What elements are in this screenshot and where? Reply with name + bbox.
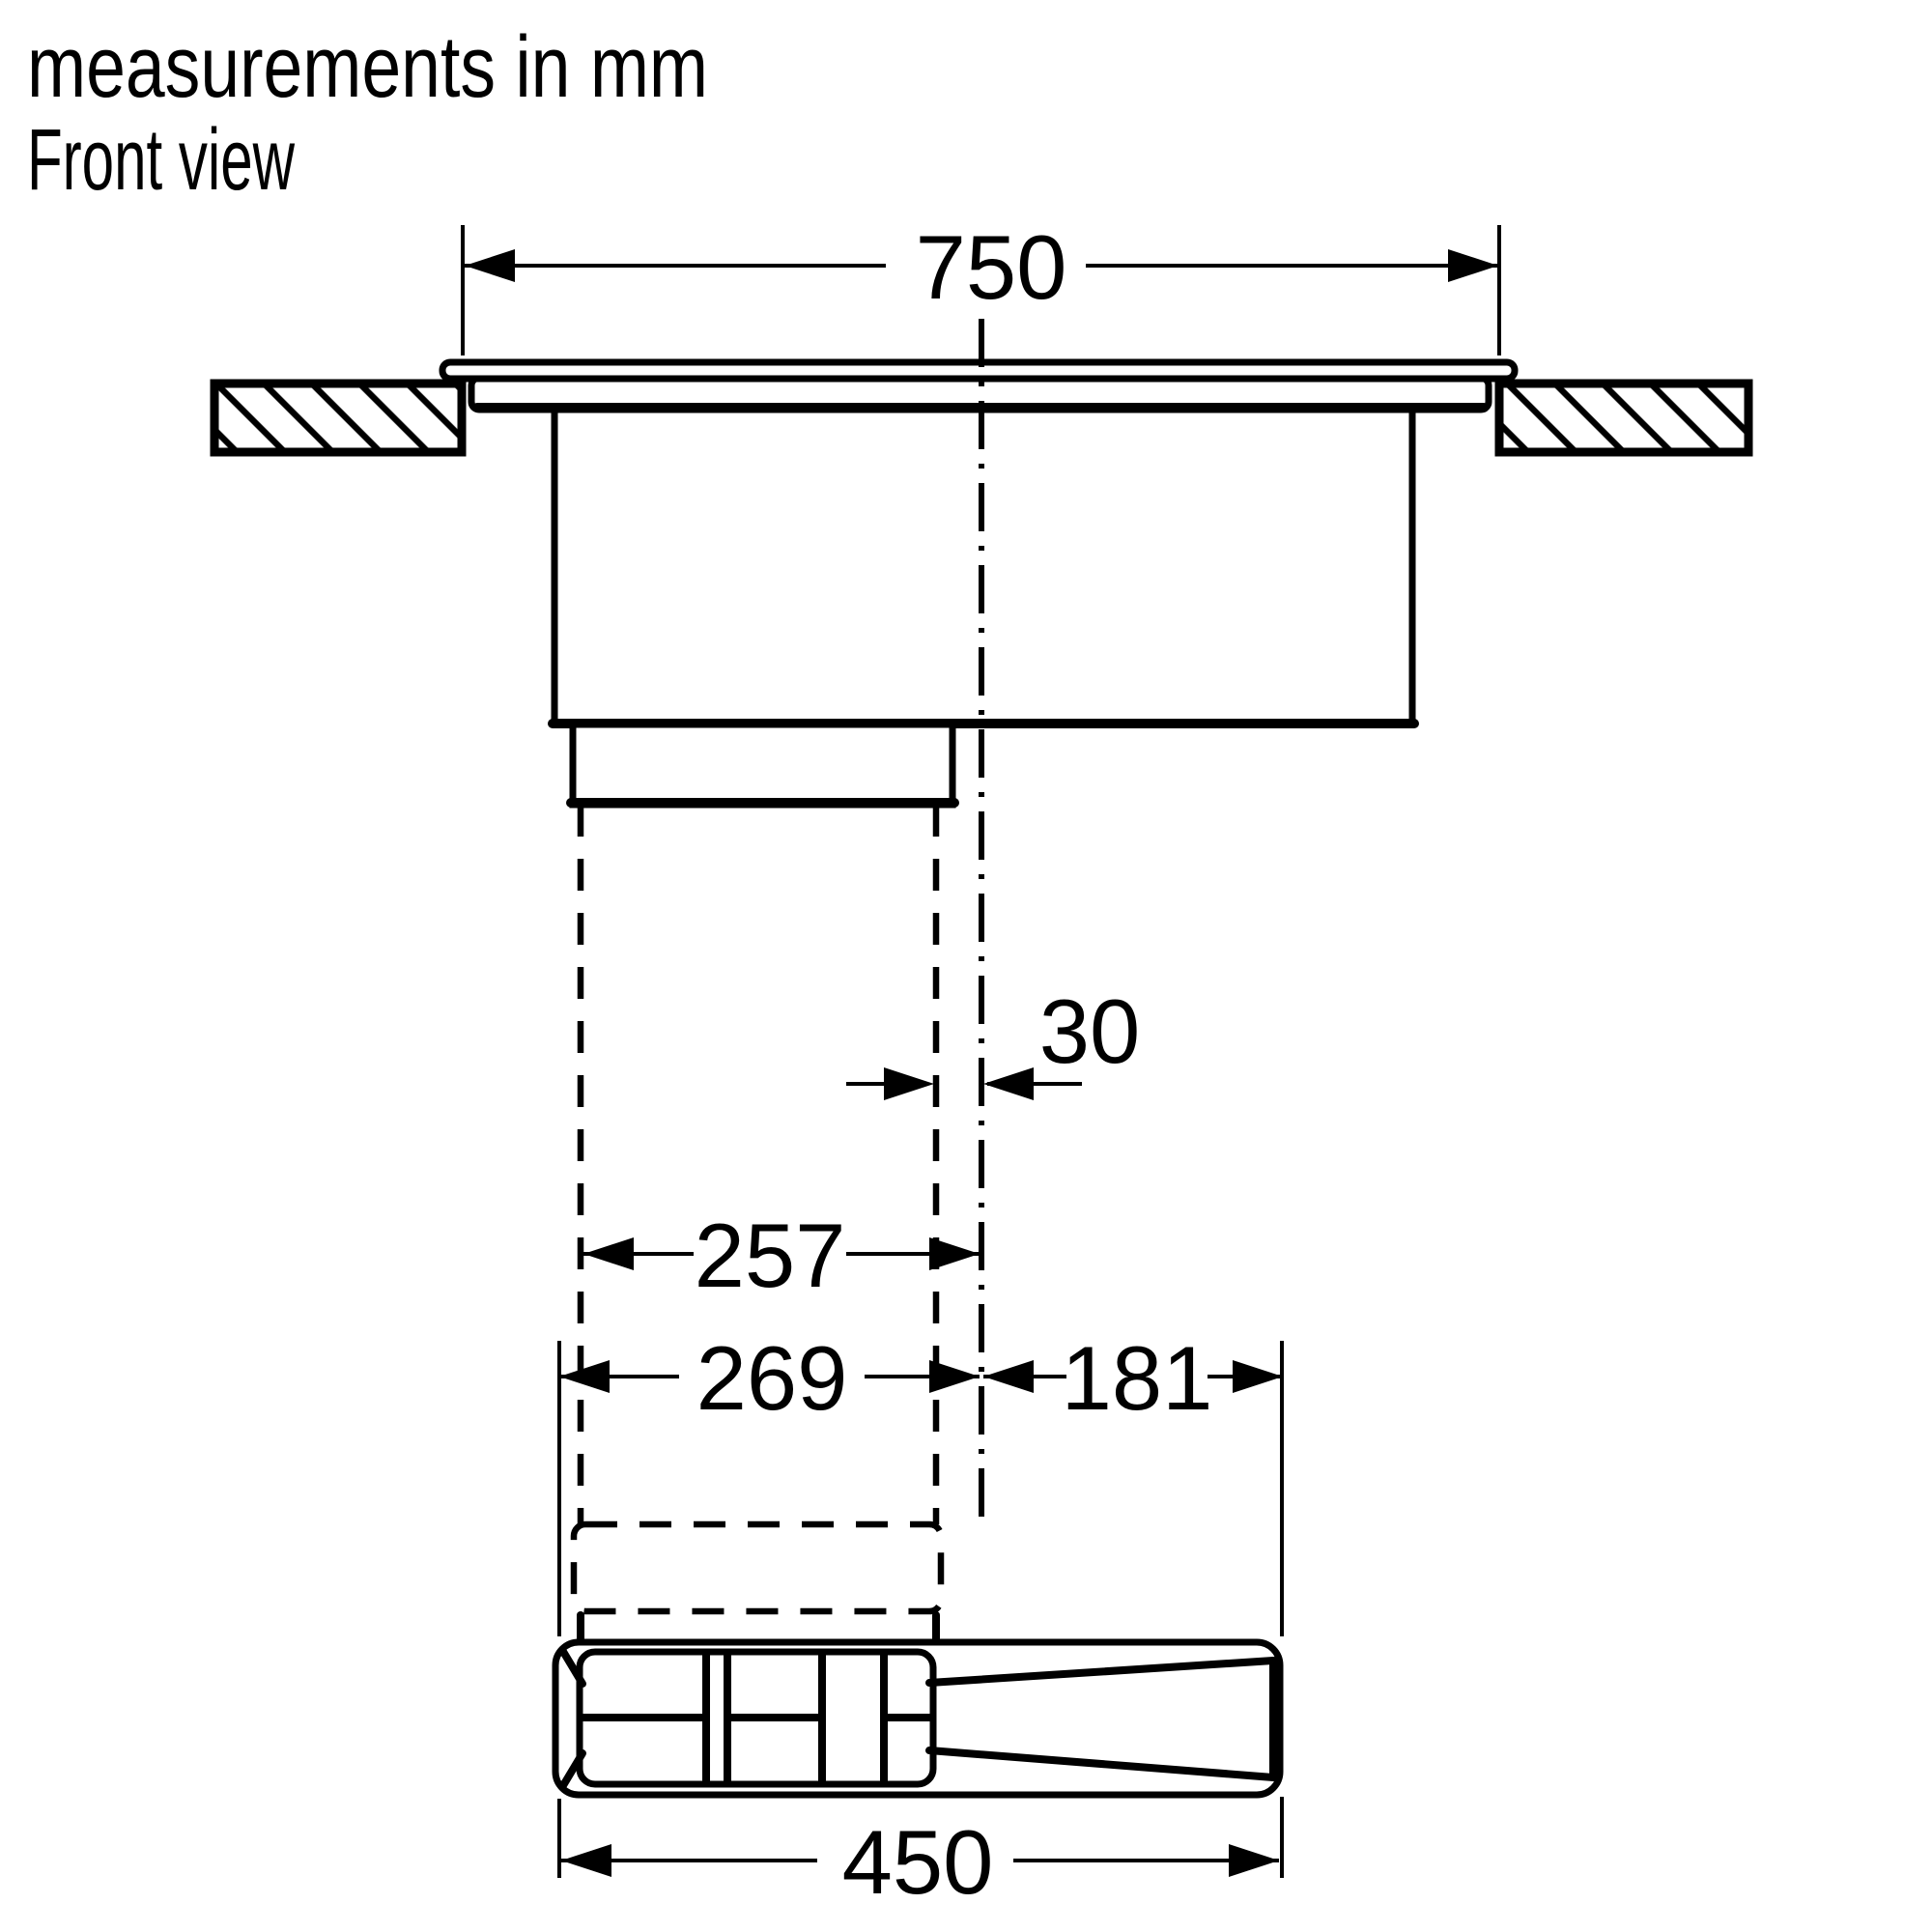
dimension-750-label: 750 (915, 216, 1067, 318)
countertop-left-section (214, 384, 462, 452)
arrow-right-icon (1229, 1844, 1279, 1877)
flat-duct-unit (555, 1642, 1280, 1795)
arrow-left-icon (465, 249, 515, 282)
arrow-left-icon (583, 1237, 634, 1270)
dimension-257-label: 257 (694, 1205, 846, 1306)
arrow-right-icon (929, 1360, 980, 1393)
air-outlet-plenum (571, 724, 954, 805)
dimension-181-label: 181 (1061, 1327, 1213, 1429)
arrow-right-icon (1233, 1360, 1283, 1393)
arrow-left-icon (983, 1360, 1034, 1393)
arrow-left-icon (561, 1844, 611, 1877)
dimension-269-label: 269 (696, 1327, 848, 1429)
dimension-450-label: 450 (841, 1811, 994, 1913)
title-units-note: measurements in mm (27, 19, 708, 116)
dimension-257 (583, 1205, 980, 1306)
countertop-right-section (1499, 384, 1748, 452)
dimension-181 (983, 1327, 1283, 1429)
dimension-30-label: 30 (1038, 980, 1141, 1082)
dimension-30 (846, 980, 1140, 1100)
arrow-left-icon (559, 1360, 610, 1393)
dimension-269 (559, 1327, 980, 1429)
arrow-right-icon (884, 1067, 934, 1100)
hidden-duct-elbow (574, 1524, 941, 1611)
arrow-right-icon (1448, 249, 1498, 282)
arrow-right-icon (929, 1237, 980, 1270)
title-view-label: Front view (27, 112, 296, 209)
arrow-left-icon (983, 1067, 1034, 1100)
